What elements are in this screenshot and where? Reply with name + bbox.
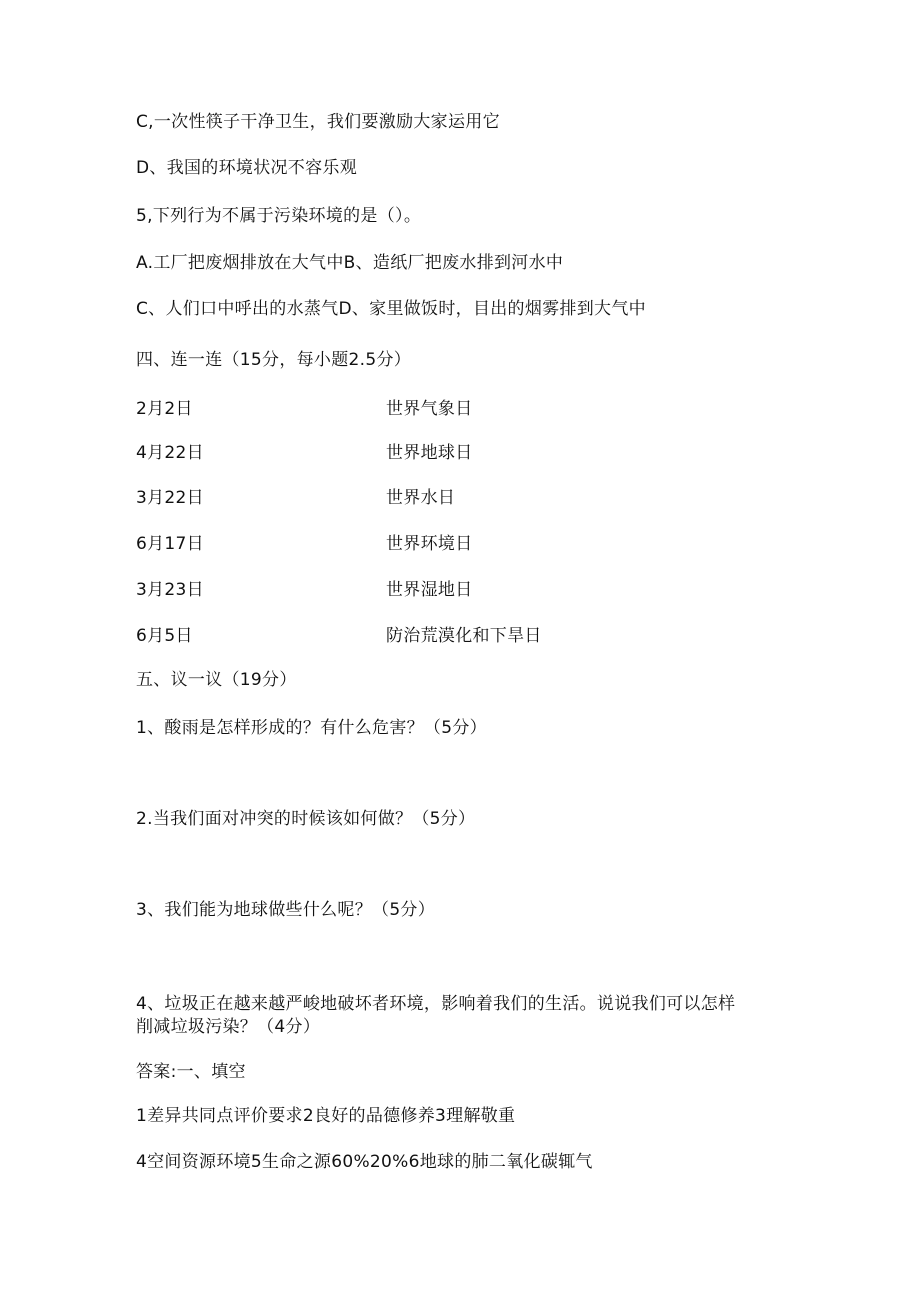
discussion-question-3: 3、我们能为地球做些什么呢？（5分） <box>136 900 436 920</box>
section-5-heading: 五、议一议（19分） <box>136 670 297 690</box>
date-item: 4月22日 <box>136 443 204 463</box>
date-item: 6月5日 <box>136 626 193 646</box>
date-item: 3月23日 <box>136 580 204 600</box>
discussion-question-2: 2.当我们面对冲突的时候该如何做？（5分） <box>136 809 476 829</box>
answers-line-2: 4空间资源环境5生命之源60%20%6地球的肺二氧化碳辄气 <box>136 1152 593 1172</box>
question-5: 5,下列行为不属于污染环境的是（）。 <box>136 206 422 226</box>
discussion-question-1: 1、酸雨是怎样形成的？有什么危害？（5分） <box>136 718 487 738</box>
event-item: 世界水日 <box>386 488 456 508</box>
event-item: 世界地球日 <box>386 443 473 463</box>
date-item: 6月17日 <box>136 534 204 554</box>
answers-heading: 答案:一、填空 <box>136 1062 246 1082</box>
option-d: D、我国的环境状况不容乐观 <box>136 158 357 178</box>
section-4-heading: 四、连一连（15分，每小题2.5分） <box>136 350 412 370</box>
answers-line-1: 1差异共同点评价要求2良好的品德修养3理解敬重 <box>136 1106 516 1126</box>
event-item: 世界气象日 <box>386 399 473 419</box>
discussion-question-4-cont: 削减垃圾污染？（4分） <box>136 1017 321 1037</box>
option-c: C,一次性筷子干净卫生，我们要激励大家运用它 <box>136 112 500 132</box>
date-item: 2月2日 <box>136 399 193 419</box>
event-item: 世界环境日 <box>386 534 473 554</box>
question-5-options-ab: A.工厂把废烟排放在大气中B、造纸厂把废水排到河水中 <box>136 253 564 273</box>
date-item: 3月22日 <box>136 488 204 508</box>
event-item: 世界湿地日 <box>386 580 473 600</box>
event-item: 防治荒漠化和下旱日 <box>386 626 542 646</box>
question-5-options-cd: C、人们口中呼出的水蒸气D、家里做饭时，目出的烟雾排到大气中 <box>136 299 646 319</box>
discussion-question-4: 4、垃圾正在越来越严峻地破坏者环境，影响着我们的生活。说说我们可以怎样 <box>136 994 736 1014</box>
